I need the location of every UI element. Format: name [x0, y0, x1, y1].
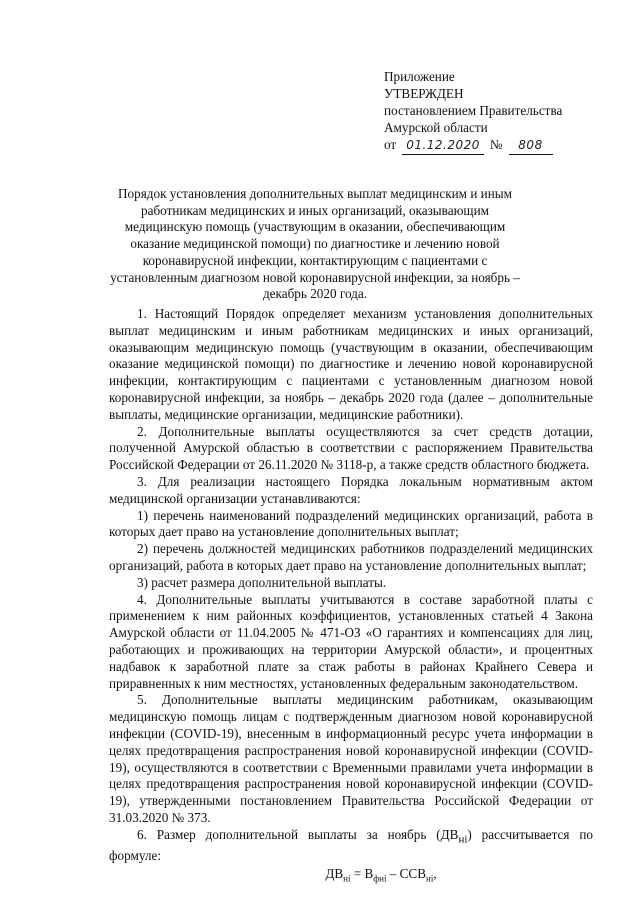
appendix-label: Приложение: [384, 69, 455, 84]
formula-minus: – ССВ: [386, 865, 427, 881]
paragraph-6: [109, 827, 593, 865]
approval-block: [384, 68, 562, 155]
handwritten-date: 01.12.2020: [402, 137, 484, 155]
date-number-line: [384, 136, 562, 155]
number-label: №: [489, 137, 503, 152]
paragraph-1: 1. Настоящий Порядок определяет механизм установления дополнительных выплат медицинским и иным работникам медицинских и иных организаций, оказывающим медицинскую помощь (участвующим в оказании, обеспечивающим оказание медицинской помощи) по диагностике и лечению новой коронавирусной инфекции, контактирующим с пациентами с установленным диагнозом новой коронавирусной инфекции, за ноябрь – декабрь 2020 года (далее – дополнительные выплаты, медицинские организации, медицинские работники).: [109, 306, 593, 422]
formula-lhs-sub: ні: [343, 873, 351, 884]
region-label: Амурской области: [384, 120, 488, 135]
paragraph-6-sub: ні: [458, 833, 468, 846]
paragraph-3: 3. Для реализации настоящего Порядка локальным нормативным актом медицинской организации устанавливаются:: [109, 473, 593, 506]
paragraph-6-end: ) рассчитывается по формуле:: [109, 826, 593, 864]
list-item-3: 3) расчет размера дополнительной выплаты.: [137, 574, 387, 590]
from-label: от: [384, 137, 397, 152]
formula-lhs: ДВ: [325, 865, 344, 881]
handwritten-number: 808: [509, 137, 553, 155]
formula-eq: = В: [350, 865, 374, 881]
paragraph-4: 4. Дополнительные выплаты учитываются в составе заработной платы с применением к ним районных коэффициентов, установленных статьей 4 Закона Амурской области от 11.04.2005 № 471-ОЗ «О гарантиях и компенсациях для лиц, работающих и проживающих на территории Амурской области», и процентных надбавок к заработной плате за стаж работы в районах Крайнего Севера и приравненных к ним местностях, установленных федеральным законодательством.: [109, 591, 593, 691]
paragraph-5: 5. Дополнительные выплаты медицинским работникам, оказывающим медицинскую помощь лицам с подтвержденным диагнозом новой коронавирусной инфекции (COVID-19), внесенным в информационный ресурс учета информации в целях предотвращения распространения новой коронавирусной инфекции (COVID-19), осуществляются в соответствии с Временными правилами учета информации в целях предотвращения распространения новой коронавирусной инфекции (COVID-19), утвержденными постановлением Правительства Российской Федерации от 31.03.2020 № 373.: [109, 692, 593, 825]
resolution-label: постановлением Правительства: [384, 103, 563, 118]
paragraph-2: 2. Дополнительные выплаты осуществляются за счет средств дотации, полученной Амурской областью в соответствии с распоряжением Правительства Российской Федерации от 26.11.2020 № 3118-р, а также средств областного бюджета.: [109, 423, 593, 473]
paragraph-6-start: 6. Размер дополнительной выплаты за ноябрь (ДВ: [137, 826, 459, 842]
formula-b-sub: фні: [373, 873, 387, 884]
formula-tail: ,: [433, 865, 437, 881]
formula: [109, 866, 593, 887]
list-item-1: 1) перечень наименований подразделений медицинских организаций, работа в которых дает право на установление дополнительных выплат;: [109, 507, 593, 540]
approved-label: УТВЕРЖДЕН: [384, 86, 464, 101]
document-body: [109, 306, 593, 887]
list-item-2: 2) перечень должностей медицинских работников подразделений медицинских организаций, работа в которых дает право на установление дополнительных выплат;: [109, 541, 593, 573]
document-title: Порядок установления дополнительных выплат медицинским и иным работникам медицинских и иных организаций, оказывающим медицинскую помощь (участвующим в оказании, обеспечивающим оказание медицинской помощи) по диагностике и лечению новой коронавирусной инфекции, контактирующим с пациентами с установленным диагнозом новой коронавирусной инфекции, за ноябрь – декабрь 2020 года.: [110, 186, 520, 302]
formula-ccb-sub: ні: [426, 873, 434, 884]
